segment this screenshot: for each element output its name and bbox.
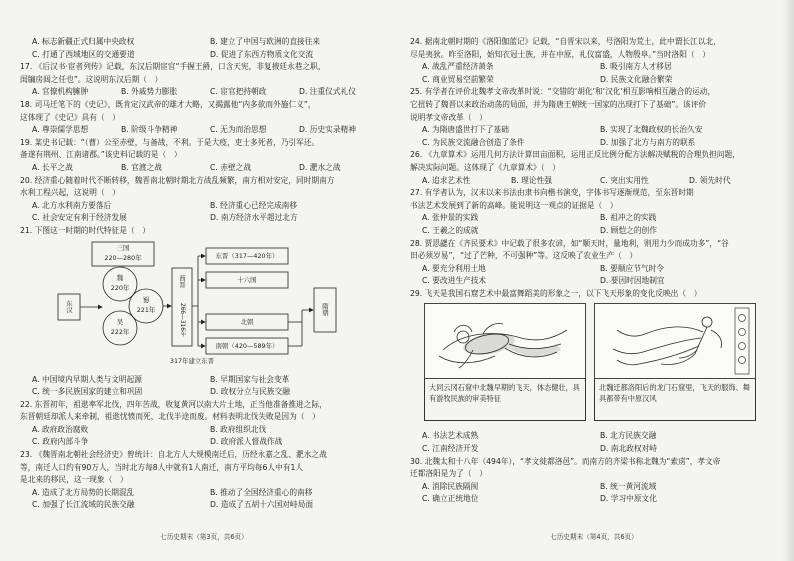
option-row	[410, 443, 778, 456]
question-stem-line: 备遂有荆州、江南诸郡。”该史料记载的是（ ）	[20, 150, 182, 160]
answer-option: D. 学习中原文化	[600, 494, 657, 504]
question-stem-line: 说明孝文帝改革（ ）	[410, 112, 487, 122]
question-stem-line: 等，南迁人口约有90万人，当时北方每8人中就有1人南迁，南方平均每6人中有1人	[20, 462, 304, 472]
answer-option: D. 南北政权对峙	[600, 444, 657, 454]
answer-option: B. 理论性强	[511, 175, 552, 185]
answer-option: D. 促进了东西方物质文化交流	[210, 49, 314, 59]
eastern-jin-box: 东晋（317—420年）	[215, 251, 279, 260]
answer-option: D. 加强了北方与南方的联系	[600, 137, 696, 147]
answer-option: B. 吸引南方人才移居	[600, 62, 672, 72]
answer-option: B. 实现了北魏政权的长治久安	[600, 125, 703, 135]
answer-option: A. 张仲景的实践	[422, 213, 479, 223]
answer-option: B. 阶级斗争精神	[121, 125, 178, 135]
option-row	[410, 74, 778, 87]
question-stem-line: 29. 飞天是我国石窟艺术中最富舞蹈美的形象之一，以下飞天形象的变化反映出（ ）	[410, 288, 702, 298]
option-row	[20, 424, 388, 437]
answer-option: B. 经济重心已经完成南移	[210, 200, 298, 210]
page-footer: 七历史期末（第4页，共6页）	[550, 533, 638, 541]
answer-option: A. 要充分利用土地	[422, 263, 486, 273]
option-row	[410, 175, 778, 188]
option-row	[410, 481, 778, 494]
answer-option: D. 造成了五胡十六国对峙局面	[210, 500, 314, 510]
question-stem-line: 18. 司马迁笔下的《史记》，既肯定汉武帝的雄才大略，又揭露他“内多欲而外施仁义”，	[20, 99, 316, 109]
question-block	[20, 175, 388, 225]
western-jin-years: 266—316年	[179, 302, 185, 337]
option-row	[410, 212, 778, 225]
question-stem-line: 28. 贾思勰在《齐民要术》中记载了很多农谚，如“顺天时，量地利，则用力少而成功多”，“谷	[410, 238, 729, 248]
wei-label: 魏	[116, 273, 124, 282]
question-stem-line: 是北来的移民，这一现象（ ）	[20, 475, 128, 485]
answer-option: B. 官渡之战	[121, 162, 162, 172]
question-block	[410, 86, 778, 149]
answer-option: D. 政府派人督战作战	[210, 437, 283, 447]
question-stem-line: 27. 有学者认为，汉末以来书法由隶书向楷书演变，字体书写逐渐规范，至东晋时期	[410, 188, 694, 198]
answer-option: A. 书法艺术成熟	[422, 431, 479, 441]
answer-option: D. 民族文化融合繁荣	[600, 74, 673, 84]
question-stem-line: 它扭转了魏晋以来政治动荡的局面，并为隋唐王朝统一国家的出现打下了基础”。该评价	[410, 99, 707, 109]
option-row	[20, 374, 388, 387]
answer-option: D. 顾恺之的创作	[600, 225, 657, 235]
answer-option: A. 长平之战	[32, 162, 73, 172]
answer-option: C. 无为而治思想	[210, 125, 267, 135]
option-row	[20, 49, 388, 62]
answer-option: C. 突出实用性	[600, 175, 649, 185]
answer-option: D. 注重仪式礼仪	[299, 87, 356, 97]
question-stem-line: 30. 北魏太和十八年（494年），“孝文徙都洛邑”。而南方的齐梁书称北魏为“索虏”，孝文帝	[410, 456, 721, 466]
question-stem-line: 21. 下图这一时期的时代特征是（ ）	[20, 225, 150, 235]
option-row	[20, 499, 388, 512]
exam-page-4	[410, 0, 778, 561]
answer-option: A. 标志新疆正式归属中央政权	[32, 37, 135, 46]
longmen-caption: 北魏迁都洛阳后的龙门石窟里，飞天的服饰、舞具都带有中原汉风	[594, 379, 756, 421]
feitian-comparison-figure	[410, 303, 778, 425]
answer-option: B. 建立了中国与欧洲的直接往来	[210, 37, 321, 46]
option-row	[20, 86, 388, 99]
answer-option: A. 政府政治腐败	[32, 424, 89, 434]
question-stem-line: 24. 据南北朝时期的《洛阳伽蓝记》记载，“自晋宋以来，号洛阳为荒土，此中谓长江以北，	[410, 37, 721, 46]
answer-option: A. 消除民族隔阂	[422, 481, 479, 491]
longmen-panel	[594, 303, 756, 425]
question-stem-line: 20. 经济重心随着时代不断转移，魏晋南北朝时期北方战乱频繁，南方相对安定，同时期南方	[20, 175, 335, 185]
southern-dynasties-box: 南朝（420—589年）	[215, 341, 279, 350]
answer-option: A. 为隋唐盛世打下了基础	[422, 125, 509, 135]
answer-option: D. 淝水之战	[299, 162, 341, 172]
eastern-jin-founded-note: 317年建立东晋	[169, 356, 215, 365]
answer-option: C. 打通了西域地区的交通要道	[32, 49, 135, 59]
answer-option: D. 历史实录精神	[299, 125, 356, 135]
question-stem-line: 这体现了《史记》具有（ ）	[20, 112, 120, 122]
answer-option: B. 统一黄河流域	[600, 481, 657, 491]
question-block	[20, 399, 388, 449]
option-row	[20, 36, 388, 49]
answer-option: C. 为民族交流融合创造了条件	[422, 137, 525, 147]
question-block	[20, 61, 388, 99]
question-stem-line: 尽是夷狄。昨至洛阳，始知衣冠士族，并在中原，礼仪富盛，人物殷阜。”当时洛阳（ ）	[410, 49, 710, 59]
option-row	[410, 263, 778, 276]
option-row	[20, 124, 388, 137]
question-block	[410, 456, 778, 506]
sixteen-states-box: 十六国	[237, 275, 257, 284]
wu-year: 222年	[110, 327, 130, 336]
question-block	[410, 187, 778, 237]
shu-label: 蜀	[142, 295, 150, 304]
answer-option: C. 确立正统地位	[422, 494, 479, 504]
question-stem-line: 25. 有学者在评价北魏孝文帝改革时说：“交错的‘胡化’和‘汉化’相互影响相互融合的运动，	[410, 87, 716, 97]
question-block	[20, 137, 388, 175]
answer-option: C. 商业贸易空前繁荣	[422, 74, 494, 84]
wu-label: 吴	[116, 317, 124, 326]
option-row	[410, 430, 778, 443]
western-jin-label: 西晋	[178, 275, 186, 288]
question-stem-line: 书法艺术发展到了新的高峰。能说明这一观点的证据是（ ）	[410, 200, 618, 210]
answer-option: A. 造成了北方局势的长期混乱	[32, 487, 135, 497]
question-stem-line: 23. 《魏晋南北朝社会经济史》曾统计：自北方人大规模南迁后，历经永嘉之乱、淝水之战	[20, 450, 327, 460]
question-stem-line: 19. 某史书记载：“（曹）公至赤壁，与备战，不利。于是大疫，吏士多死者，乃引军还。	[20, 137, 320, 147]
option-row	[410, 275, 778, 288]
question-stem-line: 田必须岁易”，“过了芒种，不可强种”等。这反映了农业生产（ ）	[410, 251, 638, 261]
option-row	[20, 212, 388, 225]
answer-option: B. 政府组织北伐	[210, 424, 267, 434]
question-block	[410, 238, 778, 288]
sui-dynasty-box: 隋朝	[321, 303, 329, 316]
option-row	[410, 137, 778, 150]
answer-option: B. 推动了全国经济重心的南移	[210, 487, 313, 497]
answer-option: B. 祖冲之的实践	[600, 213, 657, 223]
option-row	[20, 200, 388, 213]
question-block	[410, 288, 778, 456]
answer-option: B. 早期国家与社会变革	[210, 374, 290, 384]
option-row	[410, 124, 778, 137]
answer-option: D. 南方经济水平超过北方	[210, 213, 298, 223]
answer-option: C. 宦官把持朝政	[210, 87, 267, 97]
three-kingdoms-label: 三国	[116, 243, 130, 252]
question-block	[20, 36, 388, 61]
question-stem-line: 迁都洛阳是为了（ ）	[410, 469, 487, 479]
question-block	[410, 149, 778, 187]
dynasty-timeline-diagram	[20, 238, 380, 374]
page-footer: 七历史期末（第3页，共6页）	[160, 533, 248, 541]
question-list	[410, 36, 778, 506]
northern-dynasties-box: 北朝	[240, 317, 254, 326]
option-row	[410, 225, 778, 238]
answer-option: A. 官僚机构臃肿	[32, 87, 89, 97]
answer-option: A. 中国境内早期人类与文明起源	[32, 374, 142, 384]
answer-option: C. 统一多民族国家的建立和巩固	[32, 387, 143, 397]
question-stem-line: 水利工程兴起，这说明（ ）	[20, 188, 120, 198]
answer-option: C. 政府内部斗争	[32, 437, 89, 447]
answer-option: A. 北方水利南方要落后	[32, 200, 112, 210]
option-row	[410, 61, 778, 74]
eastern-han-label: 东汉	[65, 300, 73, 313]
option-row	[20, 436, 388, 449]
option-row	[20, 162, 388, 175]
scan-margin-shadow	[782, 0, 794, 561]
yungang-caption: 大同云冈石窟中北魏早期的飞天，体态健壮，具有游牧民族的审美特征	[424, 379, 586, 421]
yungang-panel	[424, 303, 586, 425]
option-row	[20, 487, 388, 500]
question-block	[20, 99, 388, 137]
question-list	[20, 36, 388, 512]
answer-option: A. 追求艺术性	[422, 175, 471, 185]
answer-option: C. 江南经济开发	[422, 444, 479, 454]
answer-option: D. 领先时代	[689, 175, 731, 185]
answer-option: D. 政权分立与民族交融	[210, 387, 290, 397]
answer-option: A. 战乱严重经济萧条	[422, 62, 494, 72]
yungang-feitian-image	[424, 303, 586, 379]
question-stem-line: 22. 东晋初年，祖逖率军北伐，四年苦战，收复黄河以南大片土地，正当他准备推进之际，	[20, 399, 327, 409]
question-stem-line: 解决实际问题。这体现了《九章算术》（ ）	[410, 162, 560, 172]
option-row	[410, 493, 778, 506]
answer-option: A. 尊崇儒学思想	[32, 125, 89, 135]
answer-option: B. 北方民族交融	[600, 431, 657, 441]
answer-option: D. 要因时因地制宜	[600, 276, 665, 286]
answer-option: C. 赤壁之战	[210, 162, 252, 172]
three-kingdoms-years: 220—280年	[104, 253, 142, 262]
answer-option: C. 王羲之的成就	[422, 225, 479, 235]
longmen-feitian-image	[594, 303, 756, 379]
option-row	[20, 386, 388, 399]
answer-option: C. 加强了长江流域的民族交融	[32, 500, 135, 510]
question-stem-line: 闺牖房闼之任也”。这说明东汉后期（ ）	[20, 74, 163, 84]
answer-option: C. 社会安定有利于经济发展	[32, 213, 127, 223]
question-stem-line: 17. 《后汉书·宦者列传》记载，东汉后期宦官“手握王爵，口含天宪，非复掖廷永巷之职，	[20, 62, 326, 72]
wei-year: 220年	[110, 283, 130, 292]
question-block	[410, 36, 778, 86]
answer-option: C. 要改进生产技术	[422, 276, 487, 286]
answer-option: B. 要顺应节气时令	[600, 263, 664, 273]
answer-option: B. 外戚势力膨胀	[121, 87, 178, 97]
question-block	[20, 449, 388, 512]
question-block	[20, 225, 388, 399]
question-stem-line: 26. 《九章算术》运用几何方法计算田亩面积，运用正反比例分配方法解决赋税的合理负担问题，	[410, 150, 740, 160]
question-stem-line: 东晋朝廷却派人来牵制，祖逖忧愤而死，北伐半途而废。材料表明北伐失败是因为（ ）	[20, 412, 320, 422]
shu-year: 221年	[136, 305, 156, 314]
exam-page-3	[20, 0, 388, 561]
